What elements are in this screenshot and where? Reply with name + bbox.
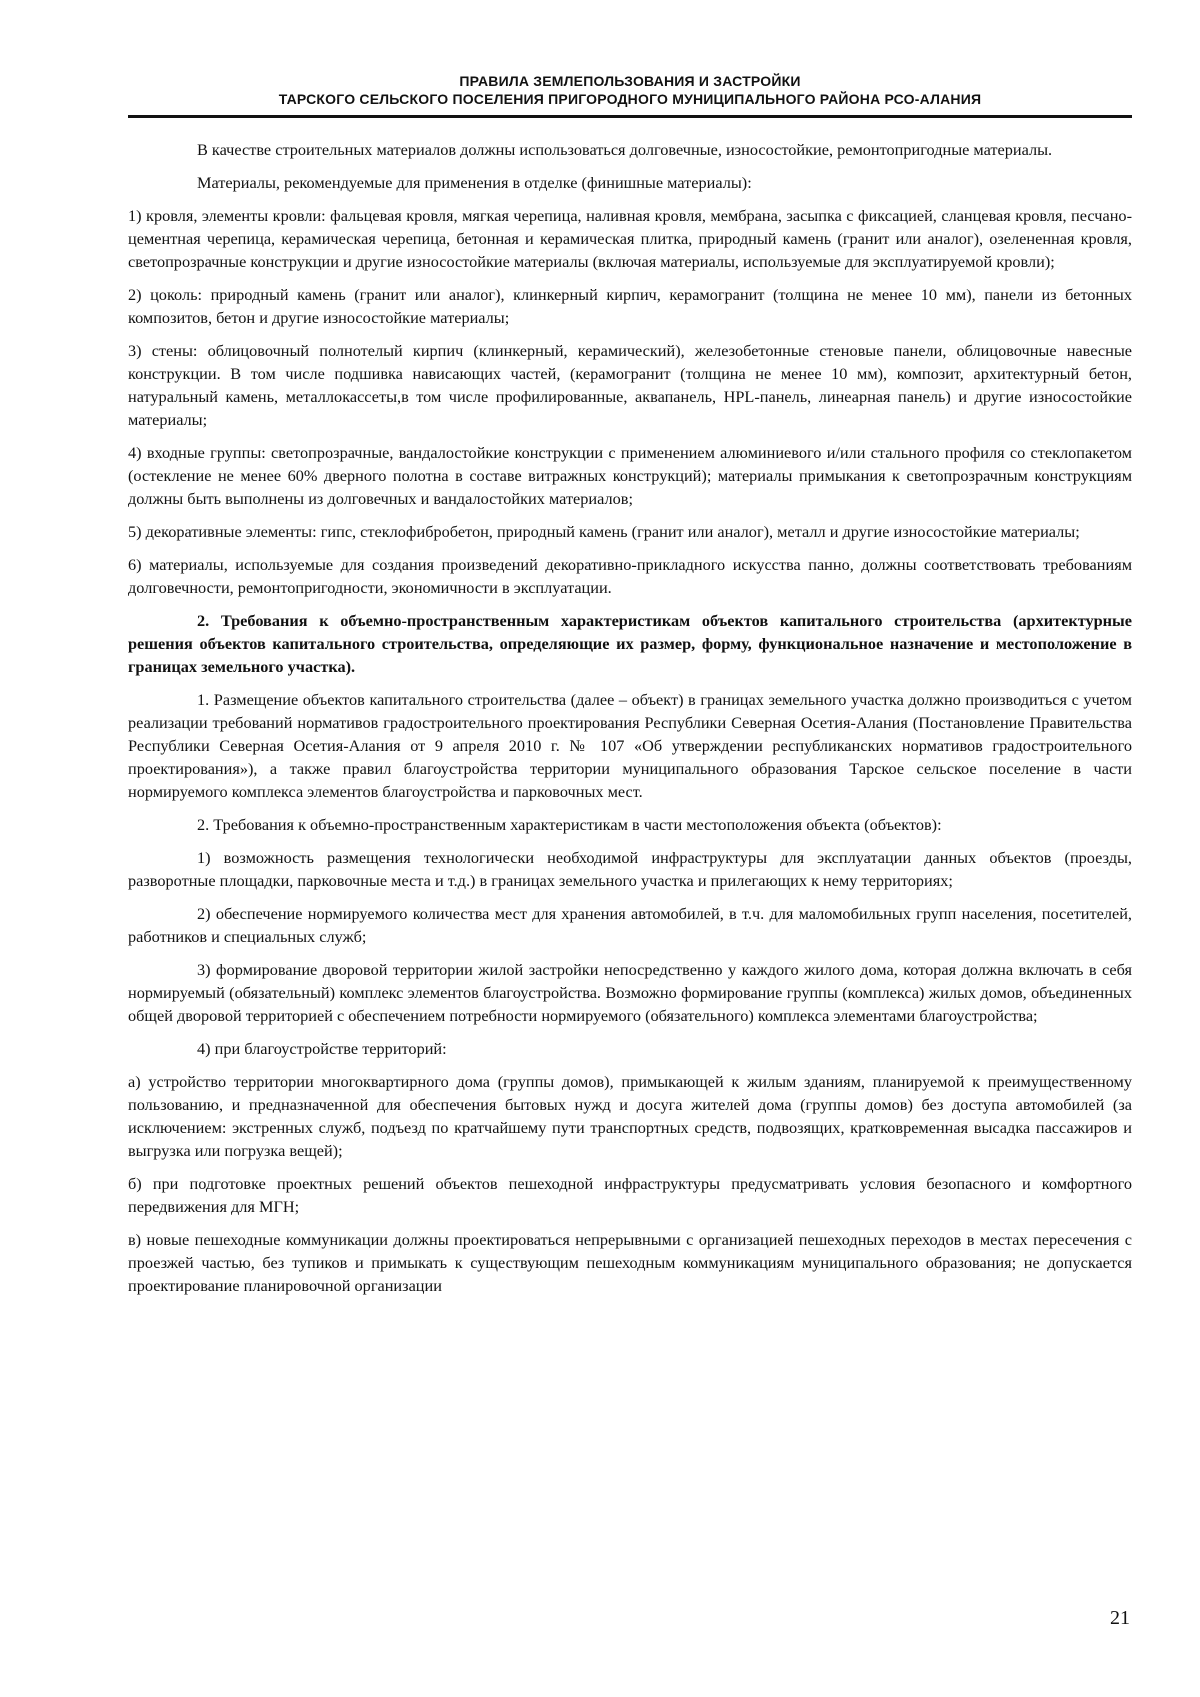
list-item-parking: 2) обеспечение нормируемого количества мест для хранения автомобилей, в т.ч. для маломобильных групп населения, посетителей, работников и специальных служб; xyxy=(128,904,1132,946)
header-line-2: ТАРСКОГО СЕЛЬСКОГО ПОСЕЛЕНИЯ ПРИГОРОДНОГО МУНИЦИПАЛЬНОГО РАЙОНА РСО-АЛАНИЯ xyxy=(278,91,982,107)
list-item-plinth: 2) цоколь: природный камень (гранит или аналог), клинкерный кирпич, керамогранит (толщина не менее 10 мм), панели из бетонных композитов, бетон и другие износостойкие материалы; xyxy=(128,285,1132,327)
header-line-1: ПРАВИЛА ЗЕМЛЕПОЛЬЗОВАНИЯ И ЗАСТРОЙКИ xyxy=(459,73,801,89)
paragraph-placement: 1. Размещение объектов капитального строительства (далее – объект) в границах земельного участка должно производиться с учетом реализации требований нормативов градостроительного проектирования Республики Северная Осетия-Алания (Постановление Правительства Республики Северная Осетия-Алания от 9 апреля 2010 г. № 107 «Об утверждении республиканских нормативов градостроительного проектирования»), а также правил благоустройства территории муниципального образования Тарское сельское поселение в части нормируемого комплекса элементов благоустройства и парковочных мест. xyxy=(128,690,1132,801)
paragraph-location-requirements: 2. Требования к объемно-пространственным характеристикам в части местоположения объекта (объектов): xyxy=(197,815,942,834)
list-item-courtyard: 3) формирование дворовой территории жилой застройки непосредственно у каждого жилого дома, которая должна включать в себя нормируемый (обязательный) комплекс элементов благоустройства. Возможно формирование группы (комплекса) жилых домов, объединенных общей дворовой территорией с обеспечением потребности нормируемого (обязательного) комплекса элементами благоустройства; xyxy=(128,960,1132,1025)
list-item-walls: 3) стены: облицовочный полнотелый кирпич (клинкерный, керамический), железобетонные стеновые панели, облицовочные навесные конструкции. В том числе подшивка нависающих частей, (керамогранит (толщина не менее 10 мм), композит, архитектурный бетон, натуральный камень, металлокассеты,в том числе профилированные, аквапанель, HPL-панель, линеарная панель) и другие износостойкие материалы; xyxy=(128,341,1132,429)
running-header xyxy=(128,72,1132,108)
page-number: 21 xyxy=(1110,1607,1130,1629)
list-item-entrance-groups: 4) входные группы: светопрозрачные, вандалостойкие конструкции с применением алюминиевого и/или стального профиля со стеклопакетом (остекление не менее 60% дверного полотна в составе витражных конструкций); материалы примыкания к светопрозрачным конструкциям должны быть выполнены из долговечных и вандалостойких материалов; xyxy=(128,443,1132,508)
list-item-art-materials: 6) материалы, используемые для создания произведений декоративно-прикладного искусства панно, должны соответствовать требованиям долговечности, ремонтопригодности, экономичности в эксплуатации. xyxy=(128,555,1132,597)
list-item-decor: 5) декоративные элементы: гипс, стеклофибробетон, природный камень (гранит или аналог), металл и другие износостойкие материалы; xyxy=(128,522,1080,541)
paragraph-finish-materials: Материалы, рекомендуемые для применения в отделке (финишные материалы): xyxy=(197,173,752,192)
section-heading-2: 2. Требования к объемно-пространственным характеристикам объектов капитального строительства (архитектурные решения объектов капитального строительства, определяющие их размер, форму, функциональное назначение и местоположение в границах земельного участка). xyxy=(128,611,1132,676)
page-body xyxy=(128,138,1132,1307)
paragraph-materials-intro: В качестве строительных материалов должны использоваться долговечные, износостойкие, ремонтопригодные материалы. xyxy=(197,140,1053,159)
list-item-infrastructure: 1) возможность размещения технологически необходимой инфраструктуры для эксплуатации данных объектов (проезды, разворотные площадки, парковочные места и т.д.) в границах земельного участка и прилегающих к нему территориях; xyxy=(128,848,1132,890)
list-item-b: б) при подготовке проектных решений объектов пешеходной инфраструктуры предусматривать условия безопасного и комфортного передвижения для МГН; xyxy=(128,1174,1132,1216)
list-item-c: в) новые пешеходные коммуникации должны проектироваться непрерывными с организацией пешеходных переходов в местах пересечения с проезжей частью, без тупиков и примыкать к существующим пешеходным коммуникациям муниципального образования; не допускается проектирование планировочной организации xyxy=(128,1230,1132,1295)
list-item-roof: 1) кровля, элементы кровли: фальцевая кровля, мягкая черепица, наливная кровля, мембрана, засыпка с фиксацией, сланцевая кровля, песчано-цементная черепица, керамическая черепица, бетонная и керамическая плитка, природный камень (гранит или аналог), озелененная кровля, светопрозрачные конструкции и другие износостойкие материалы (включая материалы, используемые для эксплуатируемой кровли); xyxy=(128,206,1132,271)
header-divider xyxy=(128,115,1132,118)
list-item-a: а) устройство территории многоквартирного дома (группы домов), примыкающей к жилым зданиям, планируемой к преимущественному пользованию, и предназначенной для обеспечения бытовых нужд и досуга жителей дома (группы домов) без доступа автомобилей (за исключением: экстренных служб, подъезд по кратчайшему пути транспортных средств, подвозящих, кратковременная высадка пассажиров и выгрузка или погрузка вещей); xyxy=(128,1072,1132,1160)
list-item-landscaping: 4) при благоустройстве территорий: xyxy=(197,1039,447,1058)
